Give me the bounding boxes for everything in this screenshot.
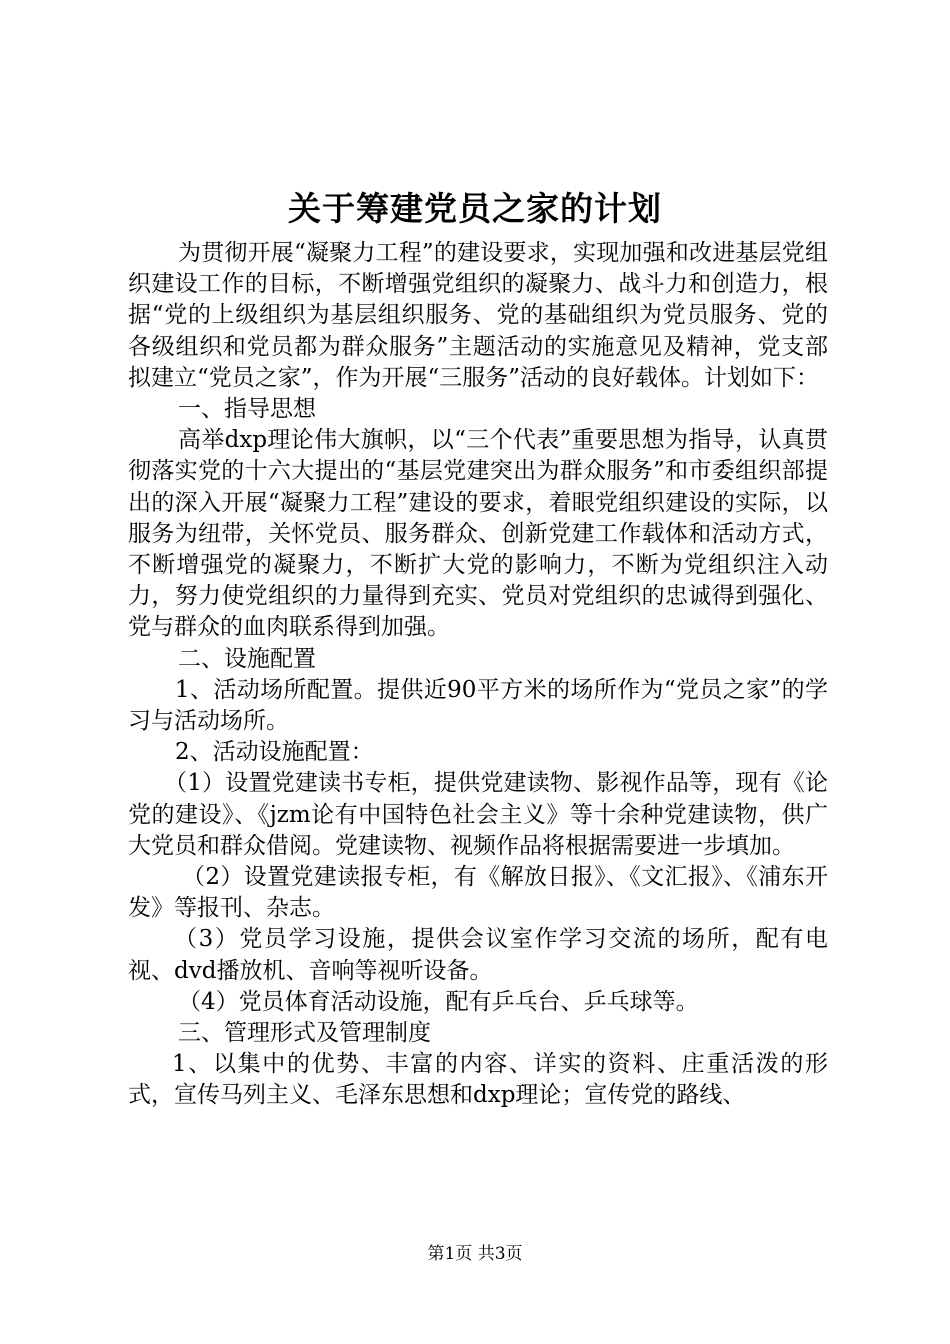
facilities-item-venue: 1、活动场所配置。提供近90平方米的场所作为“党员之家”的学习与活动场所。 [128, 676, 828, 735]
equipment-subitem-newspaper-cabinet: （2）设置党建读报专柜，有《解放日报》、《文汇报》、《浦东开发》等报刊、杂志。 [128, 864, 828, 922]
section-heading-guiding-ideology: 一、指导思想 [178, 396, 316, 423]
equipment-subitem-sports-facilities: （4）党员体育活动设施，配有乒乓台、乒乓球等。 [178, 988, 699, 1015]
page-footer: 第1页 共3页 [427, 1244, 523, 1264]
equipment-subitem-study-facilities: （3）党员学习设施，提供会议室作学习交流的场所，配有电视、dvd播放机、音响等视听设备。 [128, 926, 828, 984]
intro-paragraph: 为贯彻开展“凝聚力工程”的建设要求，实现加强和改进基层党组织建设工作的目标，不断增强党组织的凝聚力、战斗力和创造力，根据“党的上级组织为基层组织服务、党的基础组织为党员服务、党的各级组织和党员都为群众服务”主题活动的实施意见及精神，党支部拟建立“党员之家”，作为开展“三服务”活动的良好载体。计划如下： [128, 240, 828, 391]
equipment-subitem-reading-cabinet: （1）设置党建读书专柜，提供党建读物、影视作品等，现有《论党的建设》、《jzm论有中国特色社会主义》等十余种党建读物，供广大党员和群众借阅。党建读物、视频作品将根据需要进一步填加。 [128, 770, 828, 859]
guiding-ideology-paragraph: 高举dxp理论伟大旗帜，以“三个代表”重要思想为指导，认真贯彻落实党的十六大提出的“基层党建突出为群众服务”和市委组织部提出的深入开展“凝聚力工程”建设的要求，着眼党组织建设的实际，以服务为纽带，关怀党员、服务群众、创新党建工作载体和活动方式，不断增强党的凝聚力，不断扩大党的影响力，不断为党组织注入动力，努力使党组织的力量得到充实、党员对党组织的忠诚得到强化、党与群众的血肉联系得到加强。 [128, 427, 828, 641]
section-heading-facilities: 二、设施配置 [178, 645, 316, 672]
document-body [128, 238, 828, 1112]
section-heading-management: 三、管理形式及管理制度 [178, 1020, 431, 1047]
facilities-item-equipment: 2、活动设施配置： [175, 739, 374, 766]
management-item-1: 1、以集中的优势、丰富的内容、详实的资料、庄重活泼的形式，宣传马列主义、毛泽东思想和dxp理论；宣传党的路线、 [128, 1051, 828, 1109]
document-title: 关于筹建党员之家的计划 [288, 189, 662, 228]
